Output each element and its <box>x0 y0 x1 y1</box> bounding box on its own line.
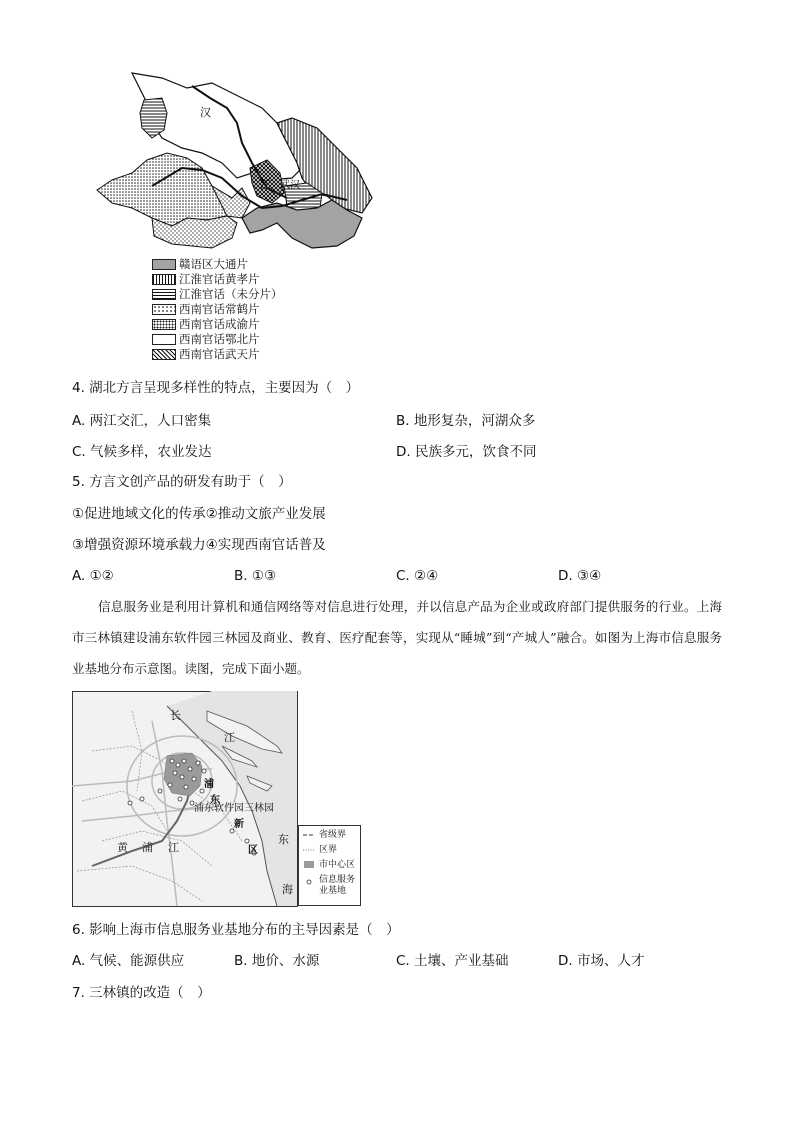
label-wuhan: 武汉 <box>280 180 300 191</box>
hubei-dialect-map <box>92 68 382 253</box>
label-dong: 东 <box>210 795 220 806</box>
legend-swatch-sparse-dots <box>152 304 176 315</box>
legend-info-base: 信息服务 <box>319 875 356 885</box>
label-qu: 区 <box>248 845 258 856</box>
label-chang: 长 <box>170 709 181 722</box>
legend-item: 西南官话常鹤片 <box>152 302 260 316</box>
legend-swatch-blank <box>152 334 176 345</box>
q5-option-a[interactable]: A. ①② <box>72 568 114 584</box>
map2-legend <box>298 825 361 906</box>
legend-info-base-2: 业基地 <box>319 886 347 896</box>
label-pu2: 浦 <box>142 841 153 854</box>
q5-option-b[interactable]: B. ①③ <box>234 568 277 584</box>
legend-item: 赣语区大通片 <box>152 257 248 271</box>
label-jiang: 江 <box>260 178 271 191</box>
q5-stem: 5. 方言文创产品的研发有助于（ ） <box>72 474 292 490</box>
legend-item: 江淮官话黄孝片 <box>152 272 260 286</box>
q6-option-d[interactable]: D. 市场、人才 <box>558 953 645 969</box>
passage: 信息服务业是利用计算机和通信网络等对信息进行处理，并以信息产品为企业或政府部门提供服务的行业。上海市三林镇建设浦东软件园三林园及商业、教育、医疗配套等，实现从“睡城”到“产城人”融合。如图为上海市信息服务业基地分布示意图。读图，完成下面小题。 <box>72 599 722 676</box>
legend-item: 西南官话鄂北片 <box>152 332 260 346</box>
q4-stem: 4. 湖北方言呈现多样性的特点，主要因为（ ） <box>72 380 360 396</box>
legend-swatch-dense-dots <box>152 319 176 330</box>
label-pu: 浦 <box>204 779 214 790</box>
q6-option-b[interactable]: B. 地价、水源 <box>234 953 320 969</box>
label-dong2: 东 <box>278 833 289 846</box>
q6-option-a[interactable]: A. 气候、能源供应 <box>72 953 185 969</box>
label-huang: 黄 <box>117 841 128 854</box>
q5-option-d[interactable]: D. ③④ <box>558 568 602 584</box>
shanghai-map <box>72 691 362 907</box>
q4-option-b[interactable]: B. 地形复杂，河湖众多 <box>396 413 536 429</box>
q5-option-c[interactable]: C. ②④ <box>396 568 439 584</box>
label-sanlin: 浦东软件园三林园 <box>194 803 274 814</box>
q5-line1: ①促进地域文化的传承②推动文旅产业发展 <box>72 506 326 522</box>
label-hai: 海 <box>282 883 293 896</box>
label-jiang: 江 <box>224 731 235 744</box>
legend-swatch-gray <box>152 259 176 270</box>
legend-swatch-horizontal <box>152 289 176 300</box>
q4-option-a[interactable]: A. 两江交汇，人口密集 <box>72 413 212 429</box>
label-jiang2: 江 <box>168 841 179 854</box>
q4-option-c[interactable]: C. 气候多样，农业发达 <box>72 444 212 460</box>
legend-item: 西南官话武天片 <box>152 347 260 361</box>
q7-stem: 7. 三林镇的改造（ ） <box>72 985 211 1001</box>
legend-provincial-border: 省级界 <box>319 830 347 840</box>
legend-item: 西南官话成渝片 <box>152 317 260 331</box>
q6-option-c[interactable]: C. 土壤、产业基础 <box>396 953 509 969</box>
region-chengyu <box>97 153 232 226</box>
legend-item: 江淮官话（未分片） <box>152 287 283 301</box>
q4-option-d[interactable]: D. 民族多元，饮食不同 <box>396 444 537 460</box>
legend-swatch-vertical <box>152 274 176 285</box>
legend-city-center: 市中心区 <box>319 860 356 870</box>
legend-swatch-crosshatch <box>152 349 176 360</box>
q5-line2: ③增强资源环境承载力④实现西南官话普及 <box>72 537 326 553</box>
legend-district-border: 区界 <box>319 845 338 855</box>
label-xin: 新 <box>234 819 244 830</box>
label-han: 汉 <box>200 106 211 119</box>
q6-stem: 6. 影响上海市信息服务业基地分布的主导因素是（ ） <box>72 922 400 938</box>
